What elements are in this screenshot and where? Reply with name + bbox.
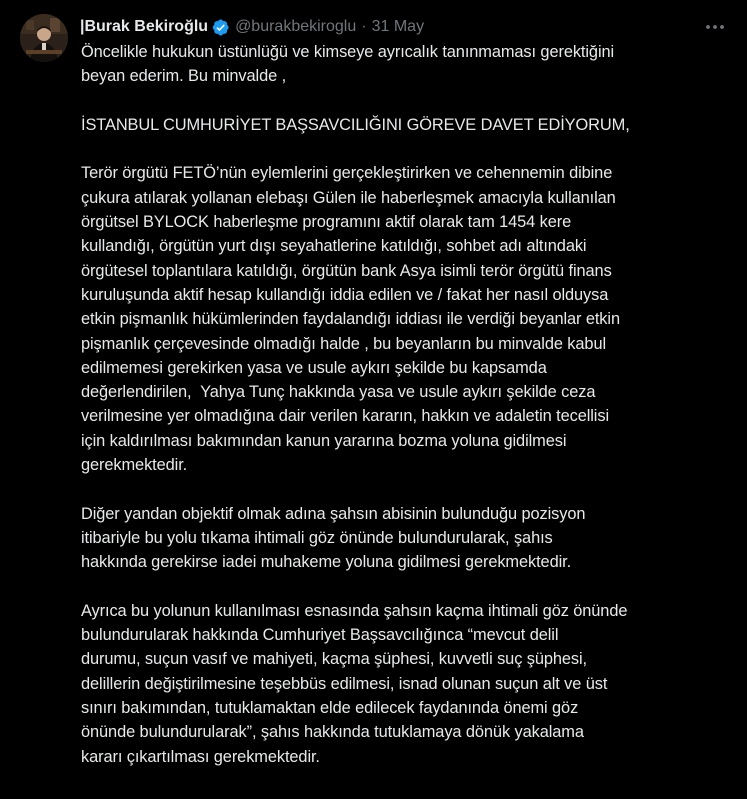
tweet-text-line: gerekmektedir.: [81, 456, 188, 475]
tweet-text-line: bulundurularak hakkında Cumhuriyet Başsavcılığınca “mevcut delil: [81, 626, 559, 645]
tweet-text: [81, 40, 741, 769]
header-separator: ·: [361, 18, 367, 35]
tweet-text-line: için kaldırılması bakımından kanun yararına bozma yoluna gidilmesi: [81, 431, 567, 450]
profile-photo-icon[interactable]: [20, 14, 68, 62]
tweet-paragraph: [81, 599, 741, 769]
tweet-text-line: etkin pişmanlık hükümlerinden faydalandığı iddiası ile verdiği beyanlar etkin: [81, 310, 620, 329]
tweet-text-line: kuruluşunda aktif hesap kullandığı iddia edilen ve / fakat her nasıl olduysa: [81, 285, 609, 304]
tweet-date[interactable]: 31 May: [371, 18, 425, 35]
paragraph-gap: [81, 477, 741, 501]
tweet-text-line: Terör örgütü FETÖ’nün eylemlerini gerçekleştirirken ve cehennemin dibine: [81, 164, 613, 183]
verified-badge-icon[interactable]: [211, 18, 230, 37]
tweet-text-line: örgütesel toplantılara katıldığı, örgütün bank Asya isimli terör örgütü finans: [81, 261, 612, 280]
tweet-text-line: örgütsel BYLOCK haberleşme programını aktif olarak tam 1454 kere: [81, 213, 572, 232]
tweet-text-line: verilmesine yer olmadığına dair verilen kararın, hakkın ve adaletin tecellisi: [81, 407, 609, 426]
tweet-text-line: pişmanlık çerçevesinde olmadığı halde , bu beyanların bu minvalde kabul: [81, 334, 606, 353]
author-handle[interactable]: @burakbekiroglu: [235, 18, 357, 35]
paragraph-gap: [81, 89, 741, 113]
tweet-paragraph: [81, 502, 741, 575]
tweet-text-line: değerlendirilen, Yahya Tunç hakkında yasa ve usule aykırı şekilde ceza: [81, 383, 596, 402]
tweet-paragraph: [81, 40, 741, 89]
tweet-text-line: durumu, suçun vasıf ve mahiyeti, kaçma şüphesi, kuvvetli suç şüphesi,: [81, 650, 587, 669]
tweet-header: [80, 16, 424, 38]
tweet-text-line: hakkında gerekirse iadei muhakeme yoluna gidilmesi gerekmektedir.: [81, 553, 572, 572]
more-options-icon[interactable]: [700, 14, 730, 40]
tweet-text-line: itibariyle bu yolu tıkama ihtimali göz önünde bulundurularak, şahıs: [81, 528, 553, 547]
tweet-text-line: çukura atılarak yollanan elebaşı Gülen ile haberleşmek amacıyla kullanılan: [81, 188, 616, 207]
paragraph-gap: [81, 575, 741, 599]
tweet-text-line: kararı çıkartılması gerekmektedir.: [81, 747, 320, 766]
tweet-text-line: edilmemesi gerekirken yasa ve usule aykırı şekilde bu kapsamda: [81, 358, 547, 377]
tweet-text-line: Öncelikle hukukun üstünlüğü ve kimseye ayrıcalık tanınmaması gerektiğini: [81, 43, 615, 61]
tweet-text-line: kullandığı, örgütün yurt dışı seyahatlerine katıldığı, sohbet adı altındaki: [81, 237, 587, 256]
tweet-text-line: İSTANBUL CUMHURİYET BAŞSAVCILIĞINI GÖREVE DAVET EDİYORUM,: [81, 115, 630, 134]
author-display-name[interactable]: |Burak Bekiroğlu: [80, 18, 209, 35]
tweet-text-line: beyan ederim. Bu minvalde ,: [81, 67, 287, 86]
tweet-text-line: Ayrıca bu yolunun kullanılması esnasında şahsın kaçma ihtimali göz önünde: [81, 601, 628, 620]
tweet-paragraph: [81, 113, 741, 137]
tweet-text-line: Diğer yandan objektif olmak adına şahsın abisinin bulunduğu pozisyon: [81, 504, 586, 523]
tweet-text-line: delillerin değiştirilmesine teşebbüs edilmesi, isnad olunan suçun alt ve üst: [81, 674, 608, 693]
tweet-text-line: sınırı bakımından, tutuklamaktan elde edilecek faydanında önemi göz: [81, 699, 579, 718]
tweet-paragraph: [81, 161, 741, 477]
paragraph-gap: [81, 137, 741, 161]
tweet-text-line: önünde bulundurularak”, şahıs hakkında tutuklamaya dönük yakalama: [81, 723, 584, 742]
